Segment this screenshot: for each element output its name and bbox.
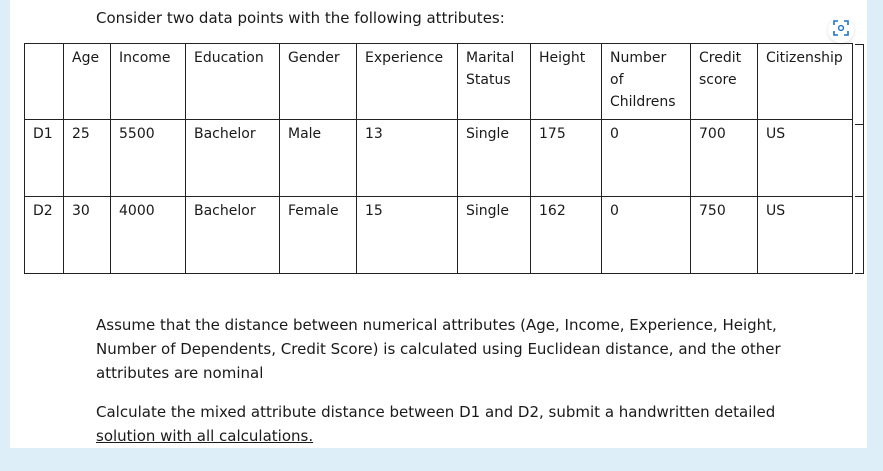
header-cell: Income: [111, 44, 186, 120]
table-cell: 5500: [111, 120, 186, 197]
header-cell: Citizenship: [758, 44, 853, 120]
table-cell: Bachelor: [186, 197, 280, 274]
scan-text-button[interactable]: [828, 17, 854, 43]
header-cell: Height: [531, 44, 602, 120]
table-cell: 25: [64, 120, 111, 197]
intro-text: Consider two data points with the following attributes:: [96, 9, 505, 27]
header-cell: Experience: [357, 44, 458, 120]
table-row: [25, 197, 853, 274]
table-cell: 0: [602, 120, 691, 197]
assumption-paragraph: Assume that the distance between numerical attributes (Age, Income, Experience, Height, Number of Dependents, Credit Score) is calculated using Euclidean distance, and the other attributes are nominal: [96, 316, 781, 382]
header-cell: Education: [186, 44, 280, 120]
table-edge-mark: [855, 44, 864, 125]
header-cell: Credit score: [691, 44, 758, 120]
table-cell: 750: [691, 197, 758, 274]
table-cell: 0: [602, 197, 691, 274]
table-edge-mark: [855, 124, 864, 197]
table-cell: 4000: [111, 197, 186, 274]
table-cell: 162: [531, 197, 602, 274]
table-cell: Female: [280, 197, 357, 274]
table-cell: Bachelor: [186, 120, 280, 197]
table-cell: Single: [458, 197, 531, 274]
scan-text-icon: [833, 20, 849, 40]
task-line-1: Calculate the mixed attribute distance between D1 and D2, submit a handwritten detailed: [96, 403, 776, 421]
table-cell: 700: [691, 120, 758, 197]
table-edge-mark: [855, 196, 864, 274]
table-header-row: [25, 44, 853, 120]
table-cell: 30: [64, 197, 111, 274]
header-cell: Age: [64, 44, 111, 120]
header-cell: Gender: [280, 44, 357, 120]
header-cell: Number of Childrens: [602, 44, 691, 120]
table-cell: 175: [531, 120, 602, 197]
task-line-2: solution with all calculations.: [96, 427, 314, 445]
attributes-table: [24, 43, 853, 274]
table-cell: 13: [357, 120, 458, 197]
table-cell: D1: [25, 120, 64, 197]
table-cell: US: [758, 197, 853, 274]
table-cell: Male: [280, 120, 357, 197]
document-page: [10, 0, 867, 448]
table-cell: Single: [458, 120, 531, 197]
table-cell: D2: [25, 197, 64, 274]
table-row: [25, 120, 853, 197]
header-cell: Marital Status: [458, 44, 531, 120]
table-cell: US: [758, 120, 853, 197]
table-cell: 15: [357, 197, 458, 274]
header-cell: [25, 44, 64, 120]
